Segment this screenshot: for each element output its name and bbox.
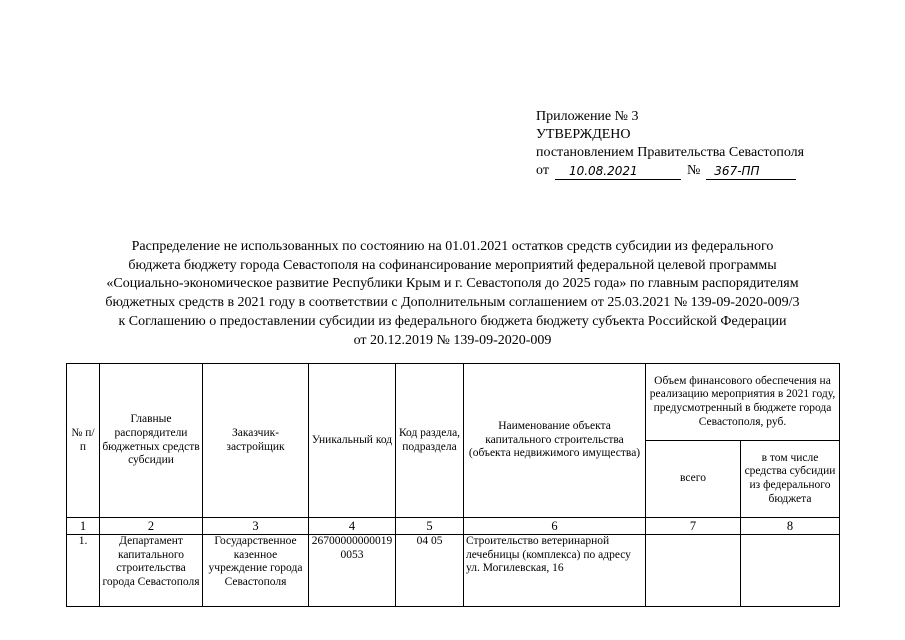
approved-by: постановлением Правительства Севастополя xyxy=(536,145,805,160)
appendix-number: Приложение № 3 xyxy=(536,109,639,124)
header-total: всего xyxy=(646,441,741,518)
table-row xyxy=(67,535,840,607)
heading-line: бюджетных средств в 2021 году в соответствии с Дополнительным соглашением от 25.03.2021 № 139-09-2020-009/3 xyxy=(105,295,800,311)
decree-number: 367-ПП xyxy=(706,164,796,180)
decree-date: 10.08.2021 xyxy=(555,164,681,180)
column-number: 5 xyxy=(396,518,464,535)
number-label: № xyxy=(686,163,701,178)
row-distributor: Департамент капитального строительства города Севастополя xyxy=(100,535,203,607)
column-number-row xyxy=(67,518,840,535)
row-object: Строительство ветеринарной лечебницы (комплекса) по адресу ул. Могилевская, 16 xyxy=(464,535,646,607)
row-num: 1. xyxy=(67,535,100,607)
column-number: 7 xyxy=(646,518,741,535)
heading-line: к Соглашению о предоставлении субсидии из федерального бюджета бюджету субъекта Российской Федерации xyxy=(118,313,787,329)
header-customer: Заказчик-застройщик xyxy=(203,364,309,518)
header-volume: Объем финансового обеспечения на реализацию мероприятия в 2021 году, предусмотренный в бюджете города Севастополя, руб. xyxy=(646,364,840,441)
row-federal xyxy=(741,535,840,607)
header-object: Наименование объекта капитального строительства (объекта недвижимого имущества) xyxy=(464,364,646,518)
heading-line: Распределение не использованных по состоянию на 01.01.2021 остатков средств субсидии из федерального xyxy=(131,239,774,254)
row-customer: Государственное казенное учреждение города Севастополя xyxy=(203,535,309,607)
header-federal: в том числе средства субсидии из федерального бюджета xyxy=(741,441,840,518)
row-code: 267000000000190053 xyxy=(309,535,396,607)
column-number: 4 xyxy=(309,518,396,535)
heading-line: от 20.12.2019 № 139-09-2020-009 xyxy=(353,332,552,348)
column-number: 6 xyxy=(464,518,646,535)
approval-block xyxy=(536,108,804,180)
document-heading xyxy=(60,238,845,350)
header-code: Уникальный код xyxy=(309,364,396,518)
heading-line: бюджета бюджету города Севастополя на софинансирование мероприятий федеральной целевой программы xyxy=(128,257,777,273)
column-number: 8 xyxy=(741,518,840,535)
approved-stamp: УТВЕРЖДЕНО xyxy=(536,127,631,142)
column-number: 2 xyxy=(100,518,203,535)
header-distributors: Главные распорядители бюджетных средств субсидии xyxy=(100,364,203,518)
header-num: № п/п xyxy=(67,364,100,518)
row-section: 04 05 xyxy=(396,535,464,607)
header-row xyxy=(67,364,840,441)
column-number: 3 xyxy=(203,518,309,535)
decree-details xyxy=(536,162,804,180)
header-section: Код раздела, подраздела xyxy=(396,364,464,518)
distribution-table xyxy=(66,363,840,607)
heading-line: «Социально-экономическое развитие Республики Крым и г. Севастополя до 2025 года» по главным распорядителям xyxy=(106,276,799,292)
row-total xyxy=(646,535,741,607)
column-number: 1 xyxy=(67,518,100,535)
date-label: от xyxy=(536,163,549,178)
